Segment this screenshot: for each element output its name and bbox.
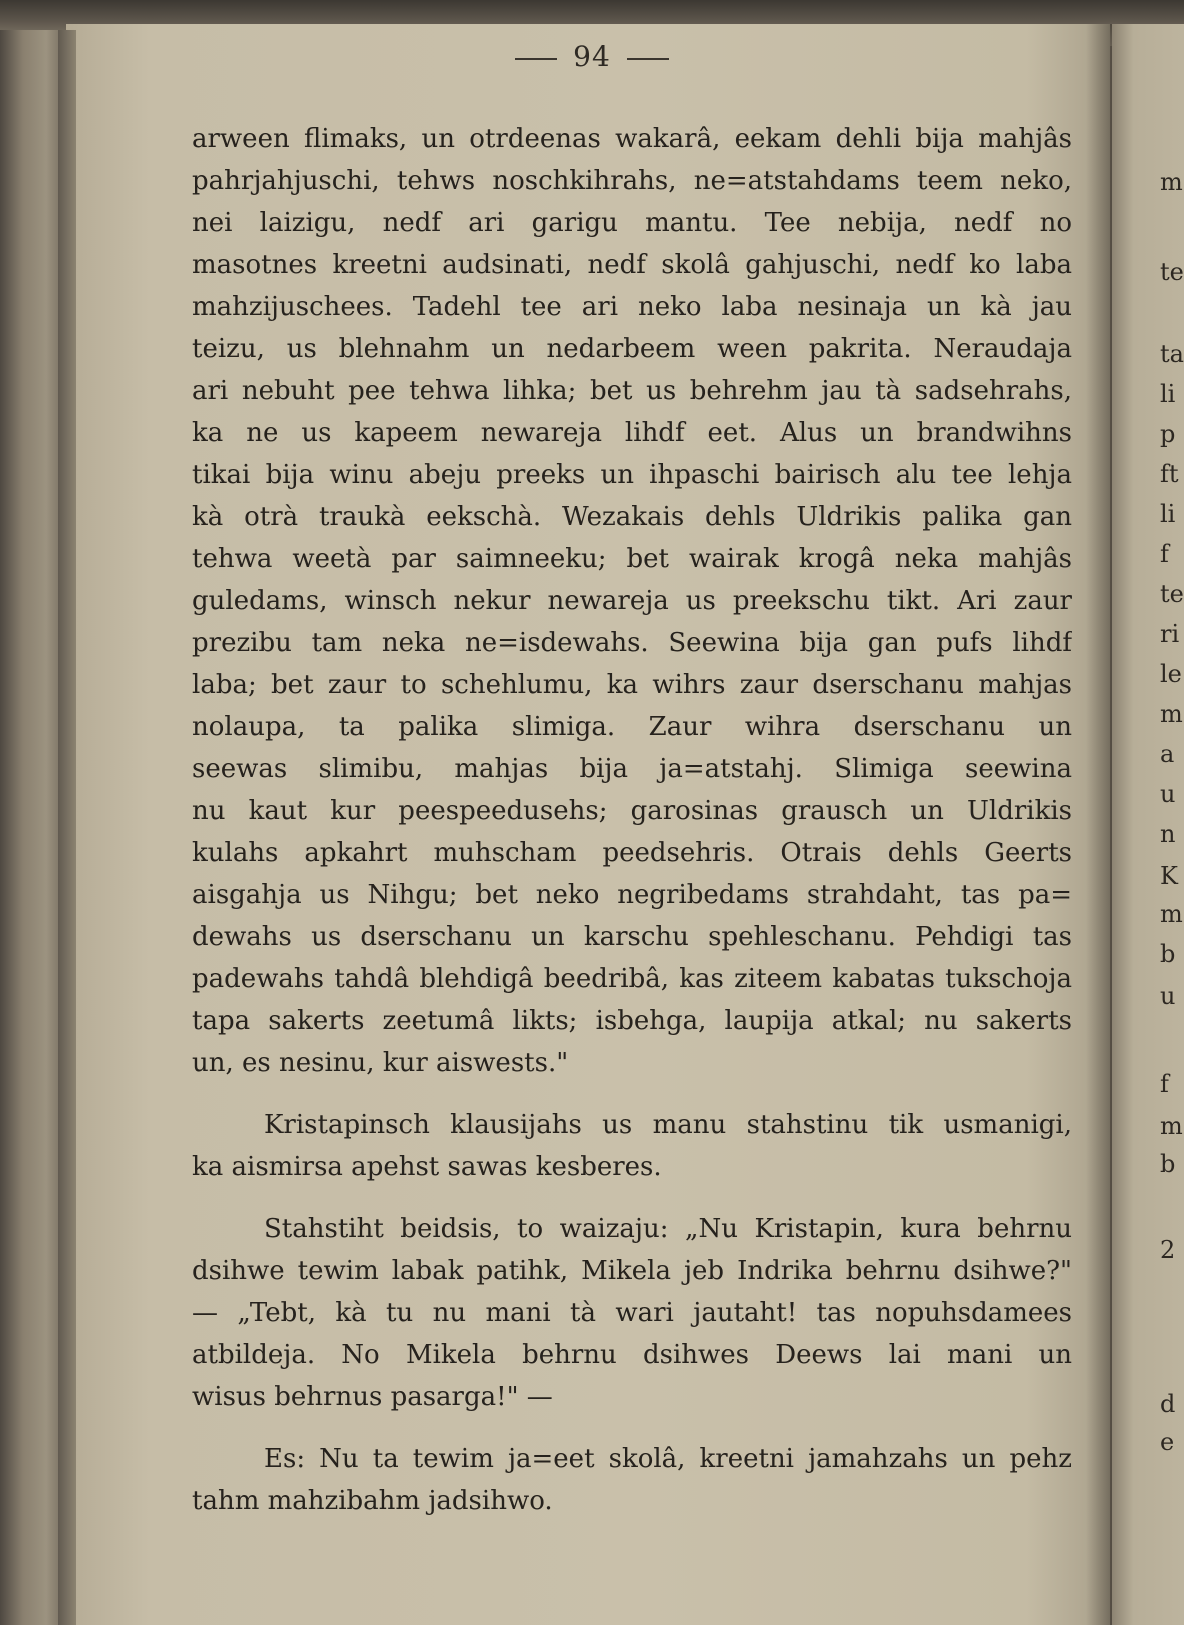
next-page-letter: f xyxy=(1160,1070,1169,1098)
text-line: tehwa weetà par saimneeku; bet wairak krogâ neka mahjâs xyxy=(192,544,1072,574)
paragraph-gap xyxy=(192,1084,1072,1104)
next-page-letter: te xyxy=(1160,580,1184,608)
next-page-letter: te xyxy=(1160,258,1184,286)
page-number-value: 94 xyxy=(573,40,611,73)
text-line: ka ne us kapeem newareja lihdf eet. Alus un brandwihns xyxy=(192,418,1072,448)
next-page-letter: u xyxy=(1160,982,1176,1010)
text-line: nei laizigu, nedf ari garigu mantu. Tee nebija, nedf no xyxy=(192,208,1072,238)
text-line: atbildeja. No Mikela behrnu dsihwes Deews lai mani un xyxy=(192,1340,1072,1370)
next-page-letter: u xyxy=(1160,780,1176,808)
paragraph xyxy=(192,118,1072,1084)
text-line: aisgahja us Nihgu; bet neko negribedams strahdaht, tas pa= xyxy=(192,880,1072,910)
dash-left xyxy=(515,58,557,60)
next-page-letter: ta xyxy=(1160,340,1184,368)
next-page-letter: li xyxy=(1160,380,1176,408)
book-gutter xyxy=(58,30,76,1625)
next-page-letter: ft xyxy=(1160,460,1179,488)
next-page-letter: p xyxy=(1160,420,1176,448)
page-fold-shadow xyxy=(1086,24,1114,1625)
text-line: teizu, us blehnahm un nedarbeem ween pakrita. Neraudaja xyxy=(192,334,1072,364)
text-line: dsihwe tewim labak patihk, Mikela jeb Indrika behrnu dsihwe?" xyxy=(192,1256,1072,1286)
next-page-letter: le xyxy=(1160,660,1182,688)
paragraph-gap xyxy=(192,1188,1072,1208)
text-line: nolaupa, ta palika slimiga. Zaur wihra dserschanu un xyxy=(192,712,1072,742)
paragraph xyxy=(192,1438,1072,1522)
text-line: mahzijuschees. Tadehl tee ari neko laba nesinaja un kà jau xyxy=(192,292,1072,322)
text-line: tikai bija winu abeju preeks un ihpaschi bairisch alu tee lehja xyxy=(192,460,1072,490)
next-page-edge-letters xyxy=(1160,0,1184,1625)
body-text xyxy=(192,118,1072,1522)
text-line: guledams, winsch nekur newareja us preekschu tikt. Ari zaur xyxy=(192,586,1072,616)
text-line: padewahs tahdâ blehdigâ beedribâ, kas ziteem kabatas tukschoja xyxy=(192,964,1072,994)
next-page-letter: m xyxy=(1160,700,1183,728)
text-line: prezibu tam neka ne=isdewahs. Seewina bija gan pufs lihdf xyxy=(192,628,1072,658)
paragraph xyxy=(192,1104,1072,1188)
page-number xyxy=(0,40,1184,73)
next-page-letter: m xyxy=(1160,900,1183,928)
text-line: wisus behrnus pasarga!" — xyxy=(192,1382,553,1412)
next-page-letter: d xyxy=(1160,1390,1176,1418)
text-line: ka aismirsa apehst sawas kesberes. xyxy=(192,1152,662,1182)
dash-right xyxy=(627,58,669,60)
paragraph-gap xyxy=(192,1418,1072,1438)
next-page-letter: 2 xyxy=(1160,1236,1176,1264)
text-line: kà otrà traukà eekschà. Wezakais dehls Uldrikis palika gan xyxy=(192,502,1072,532)
next-page-letter: m xyxy=(1160,1112,1183,1140)
text-line: Kristapinsch klausijahs us manu stahstinu tik usmanigi, xyxy=(264,1110,1072,1140)
next-page-letter: e xyxy=(1160,1428,1175,1456)
text-line: tahm mahzibahm jadsihwo. xyxy=(192,1486,553,1516)
text-line: Es: Nu ta tewim ja=eet skolâ, kreetni jamahzahs un pehz xyxy=(264,1444,1072,1474)
next-page-letter: ri xyxy=(1160,620,1180,648)
text-line: — „Tebt, kà tu nu mani tà wari jautaht! tas nopuhsdamees xyxy=(192,1298,1072,1328)
text-line: arween flimaks, un otrdeenas wakarâ, eekam dehli bija mahjâs xyxy=(192,124,1072,154)
text-line: tapa sakerts zeetumâ likts; isbehga, laupija atkal; nu sakerts xyxy=(192,1006,1072,1036)
next-page-letter: li xyxy=(1160,500,1176,528)
next-page-letter: a xyxy=(1160,740,1175,768)
text-line: nu kaut kur peespeedusehs; garosinas grausch un Uldrikis xyxy=(192,796,1072,826)
text-line: un, es nesinu, kur aiswests." xyxy=(192,1048,569,1078)
text-line: masotnes kreetni audsinati, nedf skolâ gahjuschi, nedf ko laba xyxy=(192,250,1072,280)
text-line: kulahs apkahrt muhscham peedsehris. Otrais dehls Geerts xyxy=(192,838,1072,868)
text-line: pahrjahjuschi, tehws noschkihrahs, ne=atstahdams teem neko, xyxy=(192,166,1072,196)
next-page-letter: b xyxy=(1160,940,1176,968)
left-page-edge xyxy=(0,30,66,1625)
next-page-letter: n xyxy=(1160,820,1176,848)
text-line: laba; bet zaur to schehlumu, ka wihrs zaur dserschanu mahjas xyxy=(192,670,1072,700)
text-line: ari nebuht pee tehwa lihka; bet us behrehm jau tà sadsehrahs, xyxy=(192,376,1072,406)
next-page-letter: K xyxy=(1160,862,1178,890)
next-page-letter: f xyxy=(1160,540,1169,568)
next-page-letter: m xyxy=(1160,168,1183,196)
text-line: dewahs us dserschanu un karschu spehleschanu. Pehdigi tas xyxy=(192,922,1072,952)
next-page-letter: b xyxy=(1160,1150,1176,1178)
text-line: Stahstiht beidsis, to waizaju: „Nu Kristapin, kura behrnu xyxy=(264,1214,1072,1244)
text-line: seewas slimibu, mahjas bija ja=atstahj. Slimiga seewina xyxy=(192,754,1072,784)
paragraph xyxy=(192,1208,1072,1418)
